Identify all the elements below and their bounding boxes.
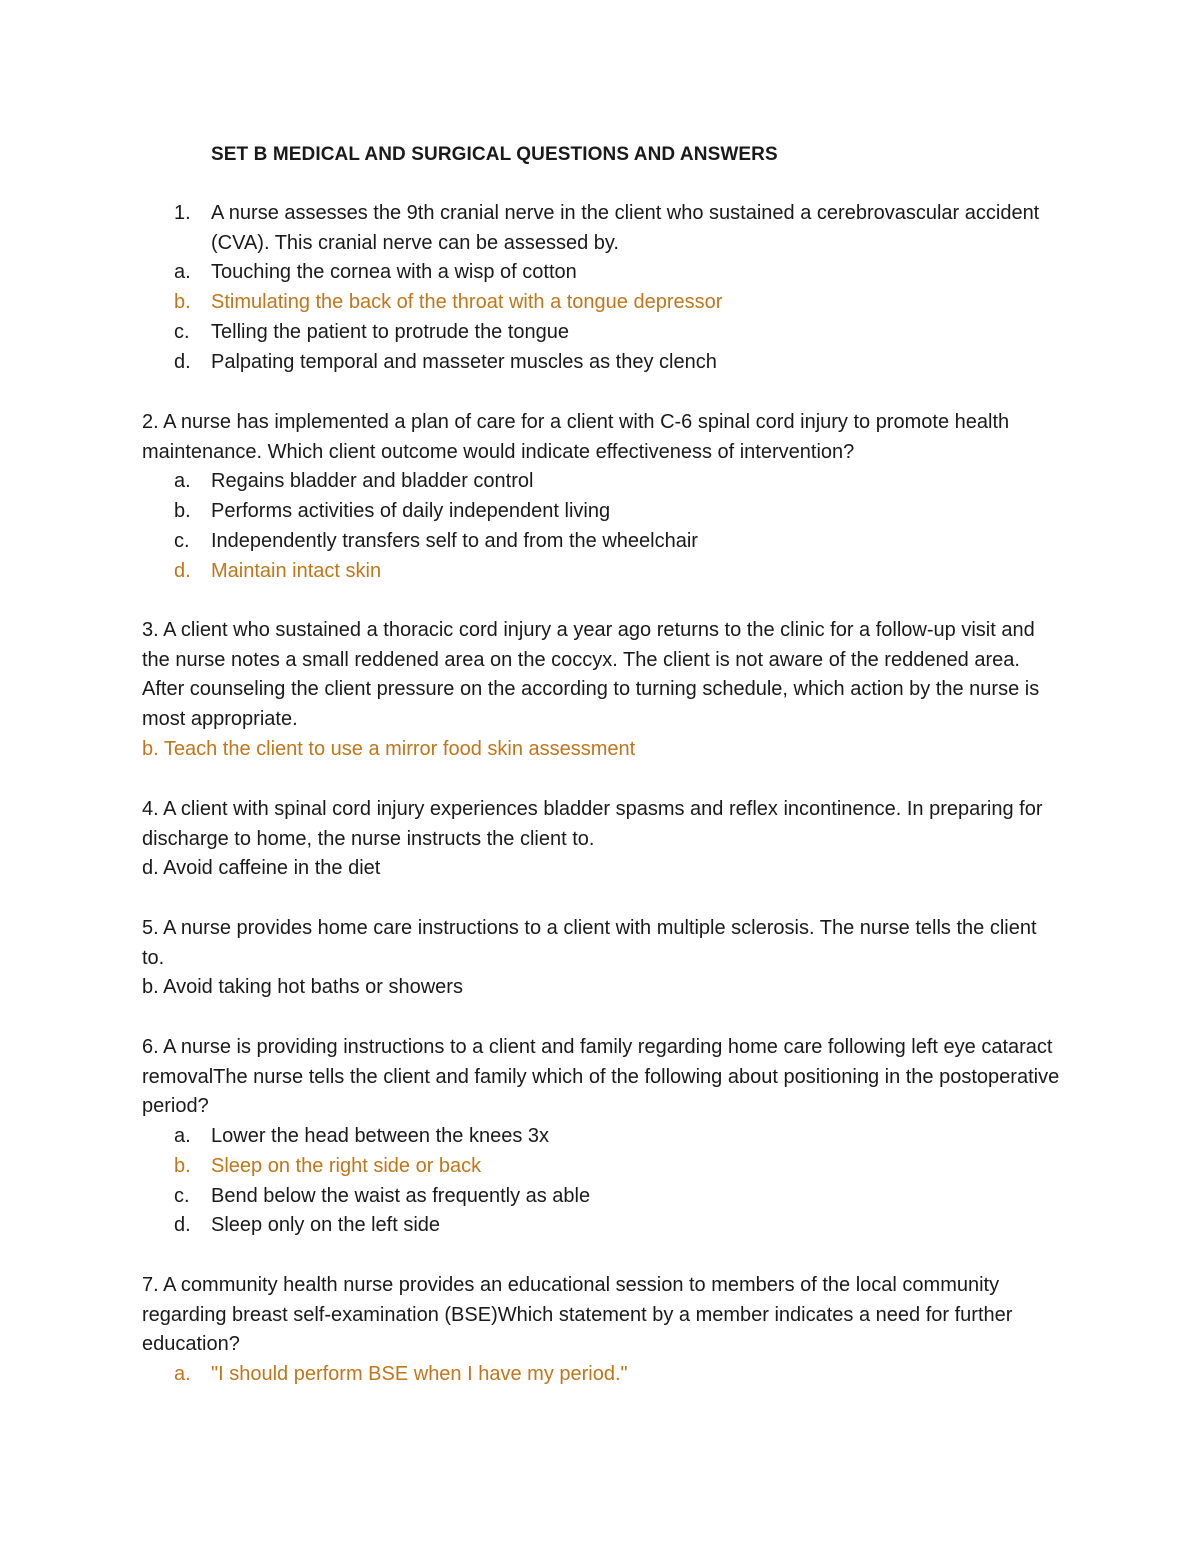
option-label: c. (174, 529, 190, 552)
option-text: Regains bladder and bladder control (211, 470, 534, 493)
question-1-number: 1. (174, 202, 191, 224)
option-label: a. (174, 1363, 191, 1386)
question-5 (142, 914, 1062, 1003)
option-label: a. (174, 1125, 191, 1148)
question-4 (142, 795, 1062, 884)
question-1-text: A nurse assesses the 9th cranial nerve in the client who sustained a cerebrovascular accident (CVA). This cranial nerve can be assessed by. (211, 202, 1040, 254)
option-label: a. (174, 470, 191, 493)
question-5-text: 5. A nurse provides home care instructions to a client with multiple sclerosis. The nurse tells the client to. (142, 917, 1037, 969)
question-2 (142, 408, 1062, 586)
option-text: Bend below the waist as frequently as able (211, 1184, 591, 1207)
question-3-text: 3. A client who sustained a thoracic cord injury a year ago returns to the clinic for a follow-up visit and the nurse notes a small reddened area on the coccyx. The client is not aware of the reddened area. After counseling the client pressure on the according to turning schedule, which action by the nurse is most appropriate. (142, 619, 1040, 731)
correct-option-row (142, 1152, 1062, 1182)
option-text: Lower the head between the knees 3x (211, 1125, 550, 1148)
question-3 (142, 616, 1062, 765)
question-5-answer: b. Avoid taking hot baths or showers (142, 976, 463, 999)
option-label: b. (174, 1154, 191, 1177)
option-label: c. (174, 1184, 190, 1207)
option-row (142, 318, 1062, 348)
question-2-text: 2. A nurse has implemented a plan of care for a client with C-6 spinal cord injury to promote health maintenance. Which client outcome would indicate effectiveness of intervention? (142, 411, 1010, 463)
option-row (142, 497, 1062, 527)
question-6-text: 6. A nurse is providing instructions to a client and family regarding home care following left eye cataract removalThe nurse tells the client and family which of the following about positioning in the postoperative period? (142, 1036, 1060, 1118)
correct-option-row (142, 1360, 1062, 1390)
option-row (142, 258, 1062, 288)
option-text: Touching the cornea with a wisp of cotton (211, 261, 577, 284)
option-label: b. (174, 500, 191, 523)
option-text: Sleep on the right side or back (211, 1154, 482, 1177)
option-text: Telling the patient to protrude the tongue (211, 320, 570, 343)
question-1-stem (142, 199, 1062, 258)
option-row (142, 467, 1062, 497)
correct-option-row (142, 288, 1062, 318)
question-4-text: 4. A client with spinal cord injury experiences bladder spasms and reflex incontinence. In preparing for discharge to home, the nurse instructs the client to. (142, 798, 1043, 850)
question-7 (142, 1271, 1062, 1390)
option-text: Independently transfers self to and from the wheelchair (211, 529, 698, 552)
question-3-answer: b. Teach the client to use a mirror food skin assessment (142, 737, 636, 760)
option-label: a. (174, 261, 191, 284)
option-label: c. (174, 320, 190, 343)
question-6 (142, 1033, 1062, 1241)
question-4-answer: d. Avoid caffeine in the diet (142, 857, 381, 880)
option-label: d. (174, 559, 191, 582)
option-text: Performs activities of daily independent living (211, 500, 611, 523)
question-7-text: 7. A community health nurse provides an educational session to members of the local community regarding breast self-examination (BSE)Which statement by a member indicates a need for further education? (142, 1274, 1013, 1356)
option-label: b. (174, 291, 191, 314)
question-1 (142, 199, 1062, 377)
option-text: Stimulating the back of the throat with a tongue depressor (211, 291, 723, 314)
option-text: Sleep only on the left side (211, 1214, 441, 1237)
correct-option-row (142, 557, 1062, 587)
option-row (142, 348, 1062, 378)
option-row (142, 527, 1062, 557)
option-text: Maintain intact skin (211, 559, 382, 582)
option-text: "I should perform BSE when I have my period." (211, 1363, 628, 1386)
document-title: SET B MEDICAL AND SURGICAL QUESTIONS AND ANSWERS (211, 144, 778, 165)
option-label: d. (174, 350, 191, 373)
option-row (142, 1211, 1062, 1241)
option-row (142, 1182, 1062, 1212)
option-row (142, 1122, 1062, 1152)
option-text: Palpating temporal and masseter muscles as they clench (211, 350, 717, 373)
option-label: d. (174, 1214, 191, 1237)
